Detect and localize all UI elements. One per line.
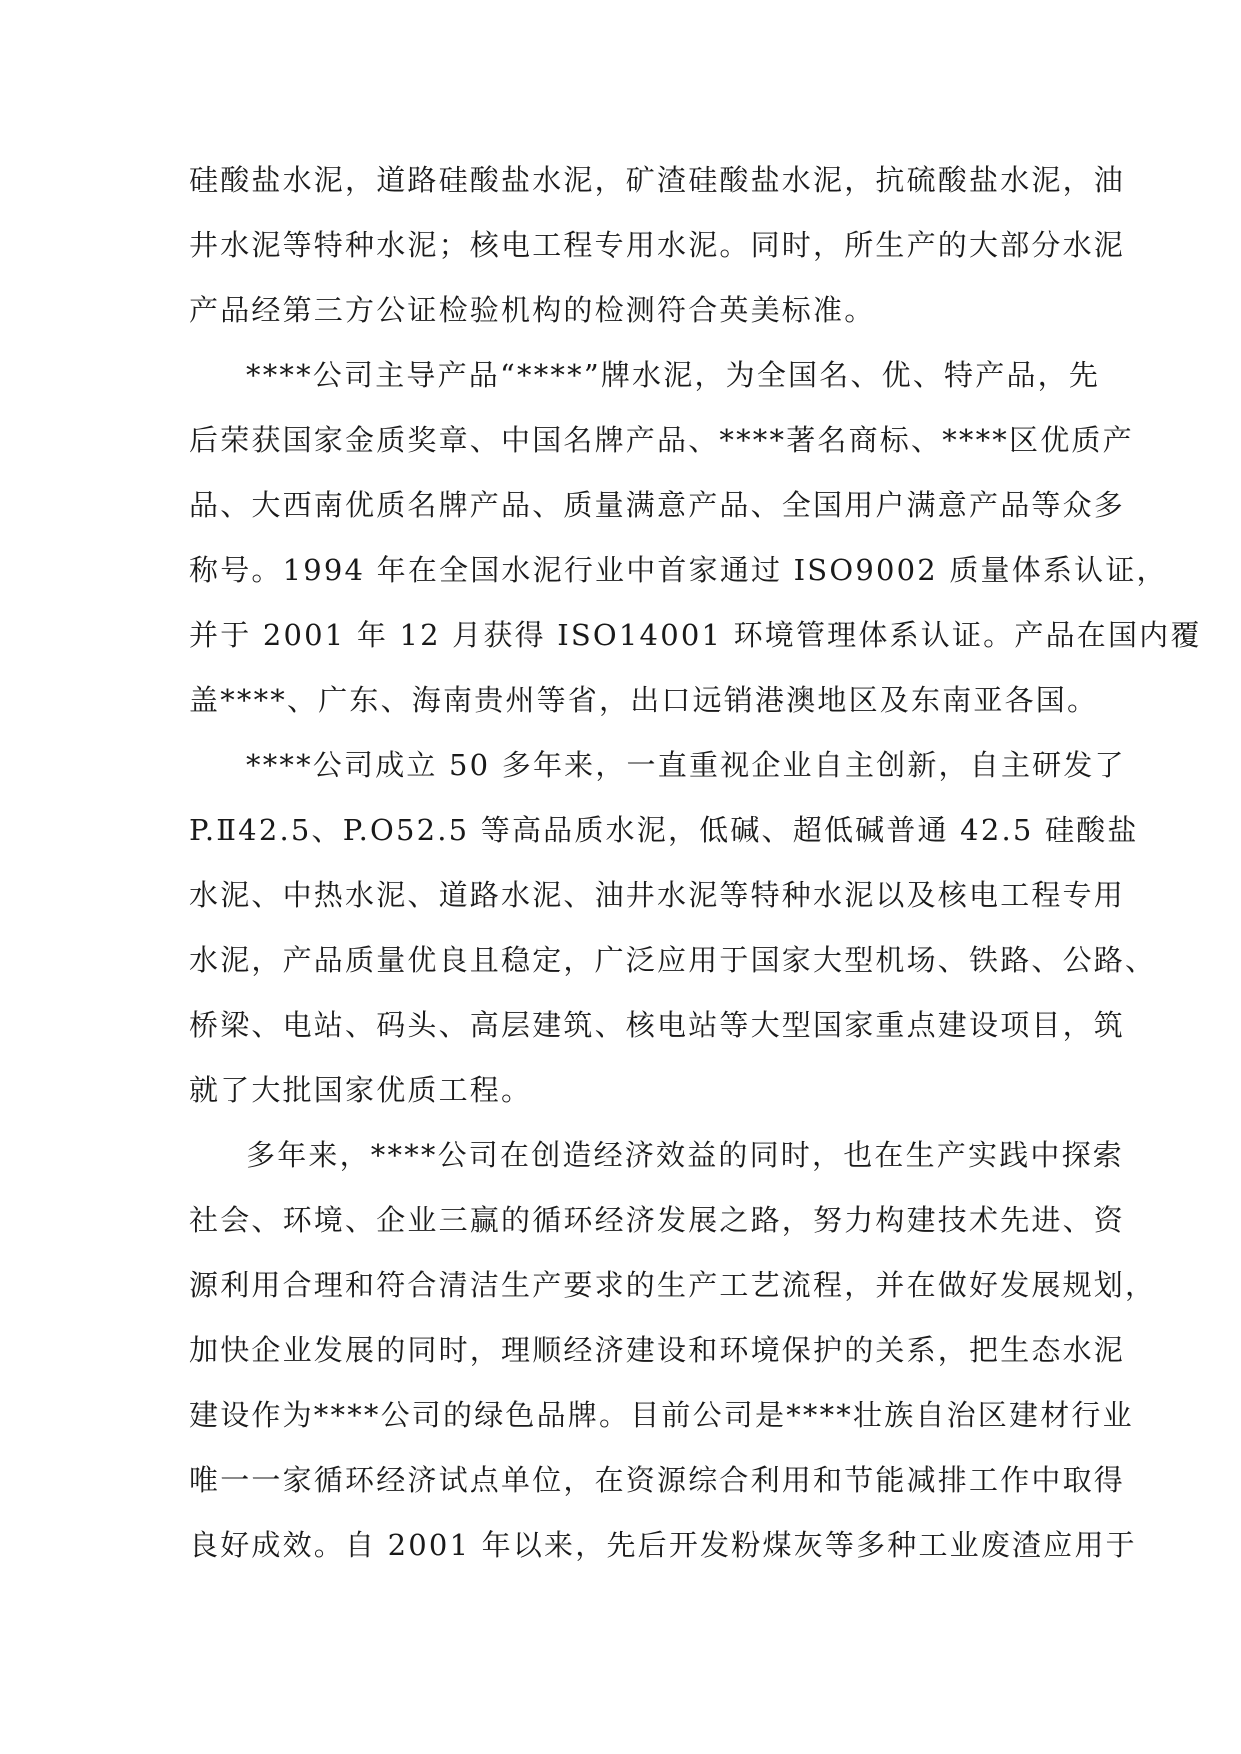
text-line: 桥梁、电站、码头、高层建筑、核电站等大型国家重点建设项目，筑 bbox=[189, 1008, 1126, 1042]
text-line: 井水泥等特种水泥；核电工程专用水泥。同时，所生产的大部分水泥 bbox=[189, 228, 1126, 262]
text-line: P.Ⅱ42.5、P.O52.5 等高品质水泥，低碱、超低碱普通 42.5 硅酸盐 bbox=[189, 813, 1139, 847]
text-line: 水泥，产品质量优良且稳定，广泛应用于国家大型机场、铁路、公路、 bbox=[189, 943, 1157, 977]
text-line: 良好成效。自 2001 年以来，先后开发粉煤灰等多种工业废渣应用于 bbox=[189, 1528, 1137, 1562]
text-line: 并于 2001 年 12 月获得 ISO14001 环境管理体系认证。产品在国内覆 bbox=[189, 618, 1202, 652]
text-line: 就了大批国家优质工程。 bbox=[189, 1073, 533, 1107]
text-line: 称号。1994 年在全国水泥行业中首家通过 ISO9002 质量体系认证， bbox=[189, 553, 1168, 587]
paragraph-first-line: 多年来，****公司在创造经济效益的同时，也在生产实践中探索 bbox=[246, 1138, 1125, 1172]
text-line: 建设作为****公司的绿色品牌。目前公司是****壮族自治区建材行业 bbox=[189, 1398, 1134, 1432]
text-line: 加快企业发展的同时，理顺经济建设和环境保护的关系，把生态水泥 bbox=[189, 1333, 1126, 1367]
text-line: 水泥、中热水泥、道路水泥、油井水泥等特种水泥以及核电工程专用 bbox=[189, 878, 1126, 912]
body-text bbox=[189, 160, 1202, 1590]
text-line: 社会、环境、企业三赢的循环经济发展之路，努力构建技术先进、资 bbox=[189, 1203, 1126, 1237]
text-line: 源利用合理和符合清洁生产要求的生产工艺流程，并在做好发展规划， bbox=[189, 1268, 1157, 1302]
paragraph-first-line: ****公司主导产品“****”牌水泥，为全国名、优、特产品，先 bbox=[246, 358, 1101, 392]
text-line: 品、大西南优质名牌产品、质量满意产品、全国用户满意产品等众多 bbox=[189, 488, 1126, 522]
text-line: 硅酸盐水泥，道路硅酸盐水泥，矿渣硅酸盐水泥，抗硫酸盐水泥，油 bbox=[189, 163, 1126, 197]
paragraph-first-line: ****公司成立 50 多年来，一直重视企业自主创新，自主研发了 bbox=[246, 748, 1126, 782]
text-line: 后荣获国家金质奖章、中国名牌产品、****著名商标、****区优质产 bbox=[189, 423, 1134, 457]
text-line: 唯一一家循环经济试点单位，在资源综合利用和节能减排工作中取得 bbox=[189, 1463, 1126, 1497]
text-line: 产品经第三方公证检验机构的检测符合英美标准。 bbox=[189, 293, 876, 327]
text-line: 盖****、广东、海南贵州等省，出口远销港澳地区及东南亚各国。 bbox=[189, 683, 1099, 717]
